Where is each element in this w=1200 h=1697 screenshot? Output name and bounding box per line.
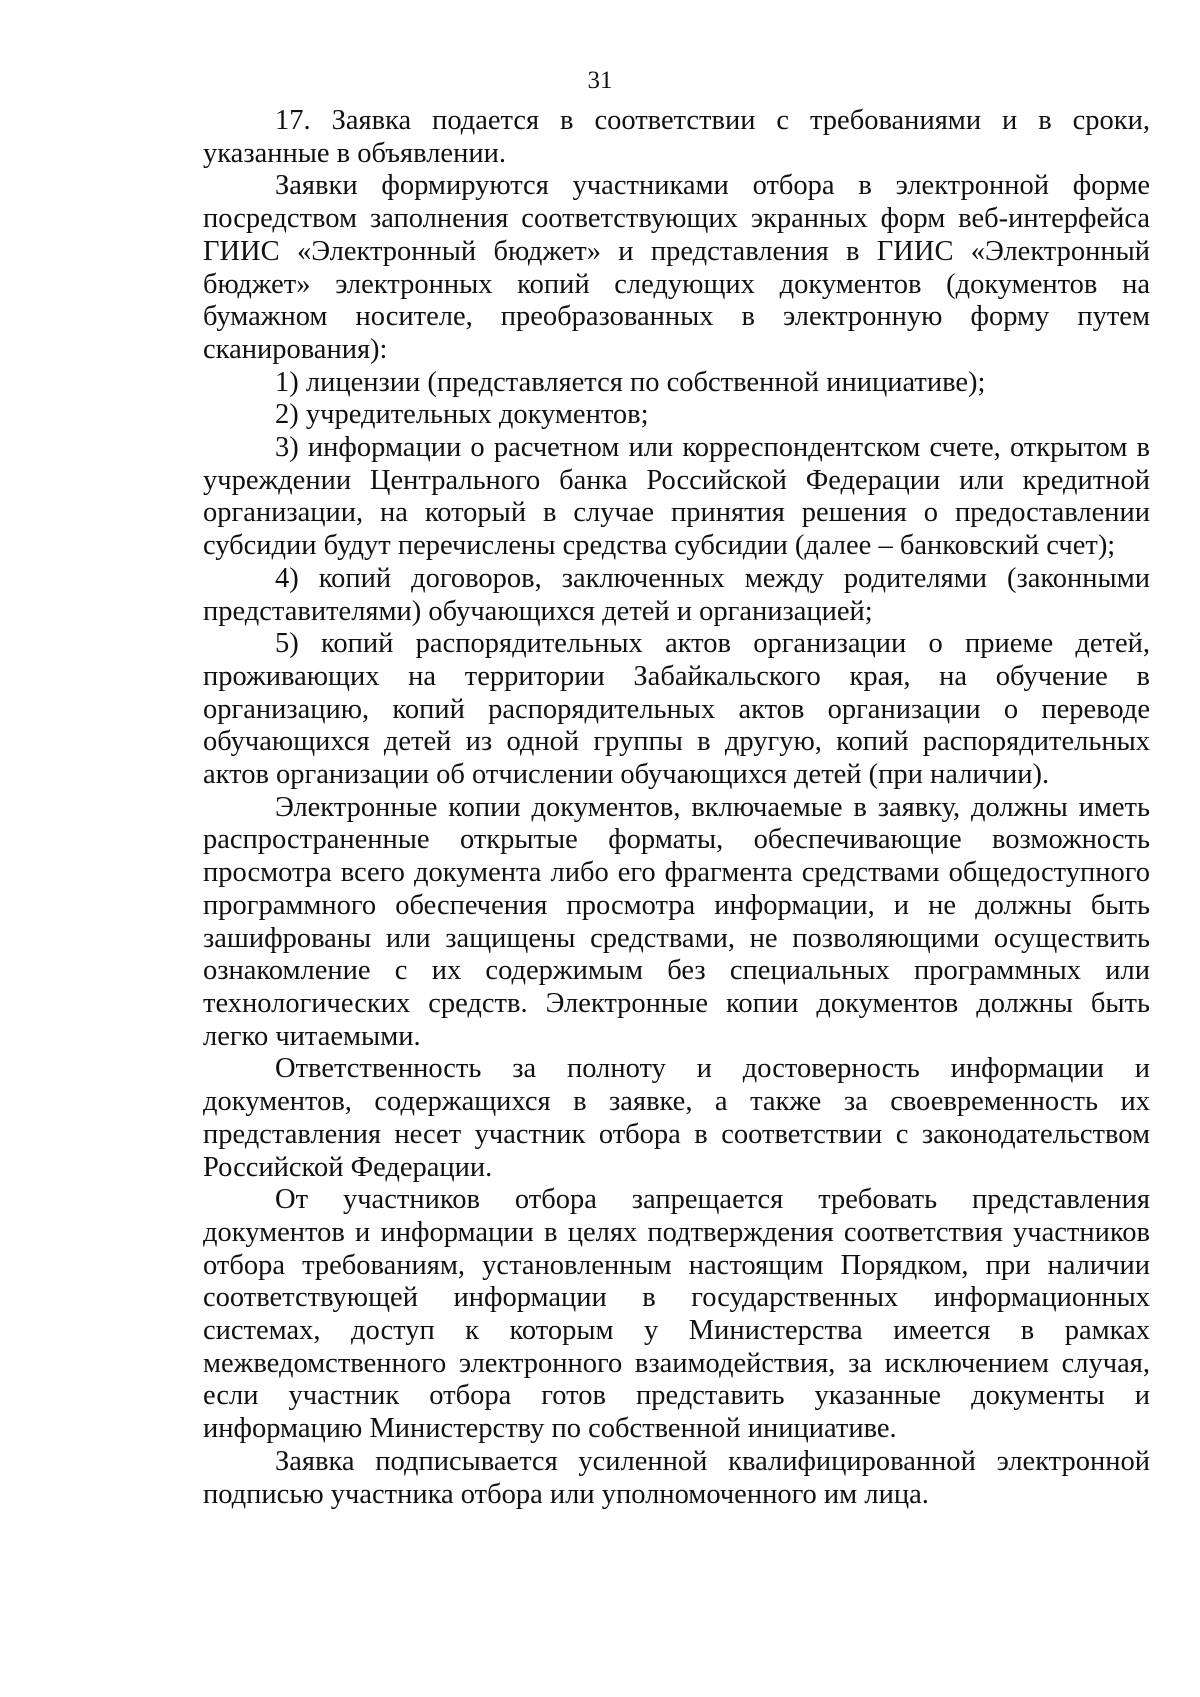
list-item-administrative-acts: 5) копий распорядительных актов организации о приеме детей, проживающих на территории Забайкальского края, на обучение в организацию, копий распорядительных актов организации о переводе обучающихся детей из одной группы в другую, копий распорядительных актов организации об отчислении обучающихся детей (при наличии). bbox=[203, 628, 1150, 791]
document-body bbox=[203, 105, 1150, 1511]
list-item-license: 1) лицензии (представляется по собственной инициативе); bbox=[275, 366, 986, 398]
list-item-contracts: 4) копий договоров, заключенных между родителями (законными представителями) обучающихся детей и организацией; bbox=[203, 562, 1150, 627]
list-item-founding-documents: 2) учредительных документов; bbox=[275, 399, 649, 431]
paragraph-signature: Заявка подписывается усиленной квалифицированной электронной подписью участника отбора или уполномоченного им лица. bbox=[203, 1445, 1150, 1510]
paragraph-application-formation: Заявки формируются участниками отбора в электронной форме посредством заполнения соответствующих экранных форм веб-интерфейса ГИИС «Электронный бюджет» и представления в ГИИС «Электронный бюджет» электронных копий следующих документов (документов на бумажном носителе, преобразованных в электронную форму путем сканирования): bbox=[203, 170, 1150, 365]
paragraph-prohibition: От участников отбора запрещается требовать представления документов и информации в целях подтверждения соответствия участников отбора требованиям, установленным настоящим Порядком, при наличии соответствующей информации в государственных информационных системах, доступ к которым у Министерства имеется в рамках межведомственного электронного взаимодействия, за исключением случая, если участник отбора готов представить указанные документы и информацию Министерству по собственной инициативе. bbox=[203, 1184, 1150, 1445]
list-item-bank-account: 3) информации о расчетном или корреспондентском счете, открытом в учреждении Центрального банка Российской Федерации или кредитной организации, на который в случае принятия решения о предоставлении субсидии будут перечислены средства субсидии (далее – банковский счет); bbox=[203, 432, 1150, 562]
paragraph-responsibility: Ответственность за полноту и достоверность информации и документов, содержащихся в заявке, а также за своевременность их представления несет участник отбора в соответствии с законодательством Российской Федерации. bbox=[203, 1053, 1150, 1183]
page-number: 31 bbox=[587, 67, 613, 94]
paragraph-electronic-copies: Электронные копии документов, включаемые в заявку, должны иметь распространенные открытые форматы, обеспечивающие возможность просмотра всего документа либо его фрагмента средствами общедоступного программного обеспечения просмотра информации, и не должны быть зашифрованы или защищены средствами, не позволяющими осуществить ознакомление с их содержимым без специальных программных или технологических средств. Электронные копии документов должны быть легко читаемыми. bbox=[203, 791, 1150, 1052]
paragraph-application-submission: 17. Заявка подается в соответствии с требованиями и в сроки, указанные в объявлении. bbox=[203, 105, 1150, 169]
